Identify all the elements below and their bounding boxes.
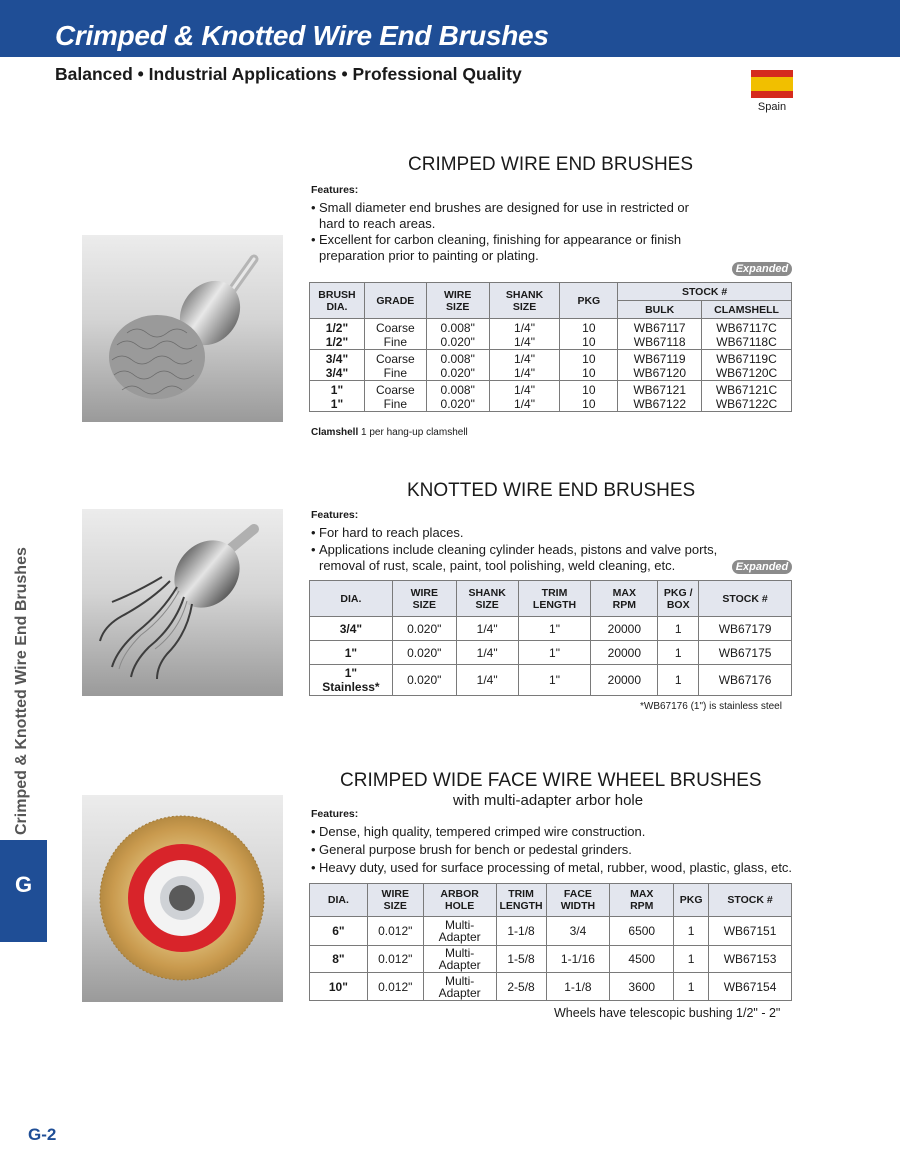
table-row: 1/2" Fine 0.020" 1/4" 10 WB67118 WB67118C: [310, 335, 792, 350]
knotted-feature-bullet: • For hard to reach places.: [311, 525, 464, 540]
col-dia: DIA.: [310, 581, 393, 617]
knotted-section-title: KNOTTED WIRE END BRUSHES: [407, 480, 696, 501]
table-row: 3/4" 0.020" 1/4" 1" 20000 1 WB67179: [310, 617, 792, 641]
col-trim-length: TRIM LENGTH: [496, 884, 546, 917]
knotted-spec-table: [309, 580, 792, 696]
col-dia: DIA.: [310, 884, 368, 917]
wheel-feature-bullet: • Dense, high quality, tempered crimped wire construction.: [311, 824, 646, 839]
col-max-rpm: MAX RPM: [610, 884, 674, 917]
col-trim-length: TRIM LENGTH: [518, 581, 591, 617]
wheel-features-label: Features:: [311, 808, 359, 820]
col-pkg: PKG: [674, 884, 709, 917]
col-clamshell: CLAMSHELL: [702, 301, 792, 319]
spain-flag-icon: [751, 70, 793, 98]
knotted-feature-bullet: • Applications include cleaning cylinder heads, pistons and valve ports, removal of rust, scale, paint, tool polishing, weld cleaning, etc.: [311, 542, 718, 573]
col-face-width: FACE WIDTH: [546, 884, 610, 917]
wheel-section-subtitle: with multi-adapter arbor hole: [453, 792, 644, 809]
page-number: G-2: [28, 1125, 57, 1144]
col-wire-size: WIRE SIZE: [392, 581, 456, 617]
crimped-feature-bullet: • Small diameter end brushes are designed for use in restricted or hard to reach areas.: [311, 200, 689, 231]
flag-label: Spain: [757, 101, 787, 113]
col-wire-size: WIRE SIZE: [367, 884, 423, 917]
col-shank-size: SHANK SIZE: [489, 283, 560, 319]
col-pkg-box: PKG / BOX: [658, 581, 699, 617]
col-grade: GRADE: [364, 283, 426, 319]
col-stock: STOCK #: [699, 581, 792, 617]
crimped-feature-bullet: • Excellent for carbon cleaning, finishing for appearance or finish preparation prior to painting or plating.: [311, 232, 682, 263]
table-row: 3/4" Fine 0.020" 1/4" 10 WB67120 WB67120C: [310, 366, 792, 381]
wheel-section-title: CRIMPED WIDE FACE WIRE WHEEL BRUSHES: [340, 770, 762, 791]
page-subtitle: Balanced • Industrial Applications • Professional Quality: [55, 64, 522, 84]
clamshell-note: Clamshell 1 per hang-up clamshell: [311, 427, 468, 438]
crimped-brush-photo: [82, 235, 283, 422]
knotted-brush-photo: [82, 509, 283, 696]
col-arbor-hole: ARBOR HOLE: [423, 884, 496, 917]
col-shank-size: SHANK SIZE: [456, 581, 518, 617]
section-tab-letter: G: [14, 872, 33, 897]
col-stock: STOCK #: [618, 283, 792, 301]
expanded-badge: Expanded: [732, 560, 792, 574]
crimped-features-label: Features:: [311, 184, 359, 196]
table-row: 3/4" Coarse 0.008" 1/4" 10 WB67119 WB67119C: [310, 350, 792, 367]
bushing-note: Wheels have telescopic bushing 1/2" - 2": [554, 1006, 781, 1020]
wheel-spec-table: [309, 883, 792, 1001]
table-row: 1" Coarse 0.008" 1/4" 10 WB67121 WB67121C: [310, 381, 792, 398]
wheel-feature-bullet: • Heavy duty, used for surface processing of metal, rubber, wood, plastic, glass, etc.: [311, 860, 793, 875]
col-pkg: PKG: [560, 283, 618, 319]
crimped-spec-table: [309, 282, 792, 412]
table-row: 1" Fine 0.020" 1/4" 10 WB67122 WB67122C: [310, 397, 792, 412]
col-wire-size: WIRE SIZE: [426, 283, 489, 319]
col-brush-dia: BRUSH DIA.: [310, 283, 365, 319]
col-bulk: BULK: [618, 301, 702, 319]
side-section-label: Crimped & Knotted Wire End Brushes: [13, 547, 30, 835]
page-title: Crimped & Knotted Wire End Brushes: [55, 20, 549, 51]
table-row: 8" 0.012" Multi- Adapter 1-5/8 1-1/16 4500 1 WB67153: [310, 946, 792, 973]
table-row: 6" 0.012" Multi- Adapter 1-1/8 3/4 6500 1 WB67151: [310, 917, 792, 946]
table-row: 10" 0.012" Multi- Adapter 2-5/8 1-1/8 3600 1 WB67154: [310, 973, 792, 1001]
stainless-note: *WB67176 (1") is stainless steel: [640, 701, 782, 712]
table-row: 1" Stainless* 0.020" 1/4" 1" 20000 1 WB67176: [310, 665, 792, 696]
table-row: 1" 0.020" 1/4" 1" 20000 1 WB67175: [310, 641, 792, 665]
crimped-section-title: CRIMPED WIRE END BRUSHES: [408, 154, 694, 175]
col-stock: STOCK #: [709, 884, 792, 917]
col-max-rpm: MAX RPM: [591, 581, 658, 617]
wheel-feature-bullet: • General purpose brush for bench or pedestal grinders.: [311, 842, 632, 857]
table-row: 1/2" Coarse 0.008" 1/4" 10 WB67117 WB67117C: [310, 319, 792, 336]
knotted-features-label: Features:: [311, 509, 359, 521]
wheel-brush-photo: [82, 795, 283, 1002]
expanded-badge: Expanded: [732, 262, 792, 276]
